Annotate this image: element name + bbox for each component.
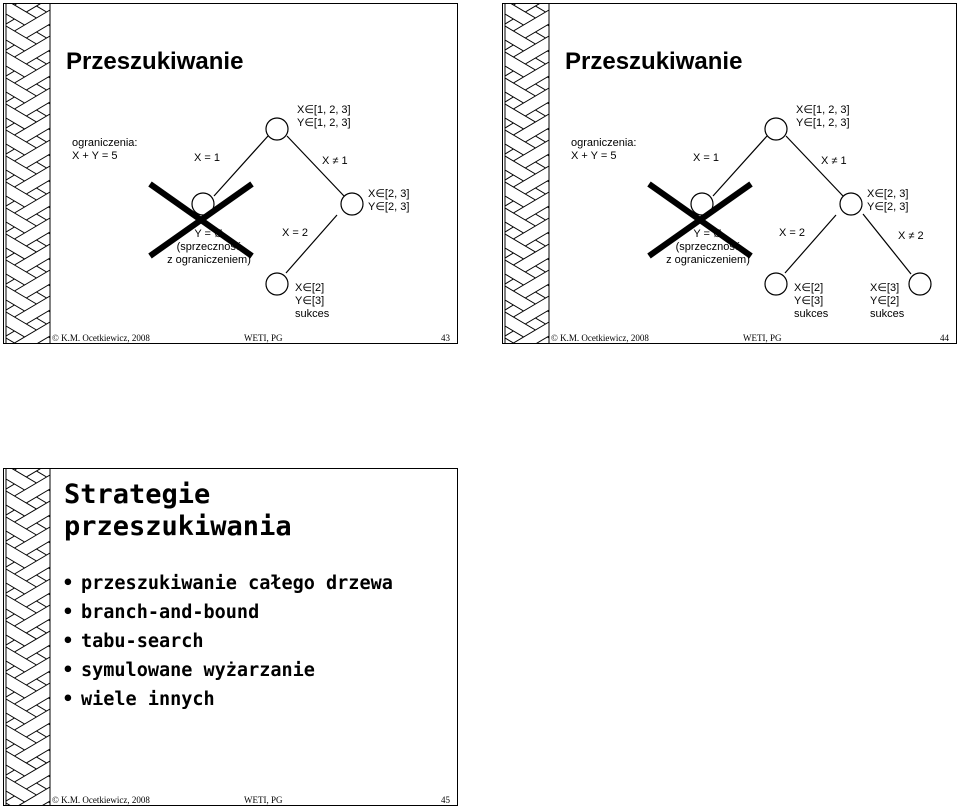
edge-root-left (214, 136, 268, 196)
failed-reason-2: z ograniczeniem) (167, 254, 251, 266)
edge-label-x1: X = 1 (194, 152, 220, 164)
right-node (341, 193, 363, 215)
root-node (765, 118, 787, 140)
leaf-status: sukces (295, 308, 330, 320)
failed-reason: (sprzeczność (675, 241, 741, 253)
root-domain-x: X∈[1, 2, 3] (796, 104, 850, 116)
list-item: • wiele innych (62, 685, 393, 714)
list-item: • przeszukiwanie całego drzewa (62, 569, 393, 598)
slide-title-line-2: przeszukiwania (64, 511, 292, 542)
edge-label-x1: X = 1 (693, 152, 719, 164)
constraints-label: ograniczenia: (72, 137, 138, 149)
strategy-list (62, 569, 393, 714)
constraints-equation: X + Y = 5 (72, 150, 118, 162)
slide-45 (3, 468, 458, 806)
leaf-node (266, 273, 288, 295)
list-item: • symulowane wyżarzanie (62, 656, 393, 685)
edge-label-x2: X = 2 (282, 227, 308, 239)
footer-page-number: 44 (940, 333, 949, 343)
edge-label-xn1: X ≠ 1 (322, 155, 348, 167)
edge-label-x2: X = 2 (779, 227, 805, 239)
leaf-domain-x: X∈[2] (794, 282, 824, 294)
list-item: • branch-and-bound (62, 598, 393, 627)
footer-page-number: 43 (441, 333, 450, 343)
right-domain-y: Y∈[2, 3] (368, 201, 410, 213)
footer-author: © K.M. Ocetkiewicz, 2008 (52, 795, 150, 805)
leaf2-domain-y: Y∈[2] (870, 295, 900, 307)
edge-label-xn2: X ≠ 2 (898, 230, 924, 242)
footer-page-number: 45 (441, 795, 450, 805)
footer-org: WETI, PG (244, 333, 283, 343)
slide-title: Przeszukiwanie (66, 48, 244, 75)
right-domain-x: X∈[2, 3] (867, 188, 909, 200)
leaf2-node (909, 273, 931, 295)
leaf2-domain-x: X∈[3] (870, 282, 900, 294)
leaf-domain-x: X∈[2] (295, 282, 325, 294)
leaf-domain-y: Y∈[3] (794, 295, 824, 307)
edge-right-leaf (286, 215, 337, 273)
leaf-node (765, 273, 787, 295)
list-item: • tabu-search (62, 627, 393, 656)
root-domain-y: Y∈[1, 2, 3] (297, 117, 351, 129)
right-node (840, 193, 862, 215)
leaf-domain-y: Y∈[3] (295, 295, 325, 307)
failed-reason-2: z ograniczeniem) (666, 254, 750, 266)
failed-empty: Y = ∅ (693, 228, 723, 240)
edge-root-left (713, 136, 767, 196)
root-node (266, 118, 288, 140)
braid-decoration (4, 469, 54, 805)
footer-author: © K.M. Ocetkiewicz, 2008 (52, 333, 150, 343)
failed-reason: (sprzeczność (176, 241, 242, 253)
slide-44 (502, 3, 957, 344)
edge-label-xn1: X ≠ 1 (821, 155, 847, 167)
slide-43 (3, 3, 458, 344)
slide-title-line-1: Strategie (64, 479, 211, 510)
root-domain-x: X∈[1, 2, 3] (297, 104, 351, 116)
leaf2-status: sukces (870, 308, 905, 320)
edge-right-leaf2 (863, 214, 911, 274)
edge-right-leaf (785, 215, 836, 273)
search-tree (4, 4, 458, 344)
right-domain-y: Y∈[2, 3] (867, 201, 909, 213)
constraints-equation: X + Y = 5 (571, 150, 617, 162)
root-domain-y: Y∈[1, 2, 3] (796, 117, 850, 129)
slide-title: Przeszukiwanie (565, 48, 743, 75)
leaf-status: sukces (794, 308, 829, 320)
right-domain-x: X∈[2, 3] (368, 188, 410, 200)
footer-org: WETI, PG (244, 795, 283, 805)
failed-empty: Y = ∅ (194, 228, 224, 240)
constraints-label: ograniczenia: (571, 137, 637, 149)
footer-author: © K.M. Ocetkiewicz, 2008 (551, 333, 649, 343)
footer-org: WETI, PG (743, 333, 782, 343)
